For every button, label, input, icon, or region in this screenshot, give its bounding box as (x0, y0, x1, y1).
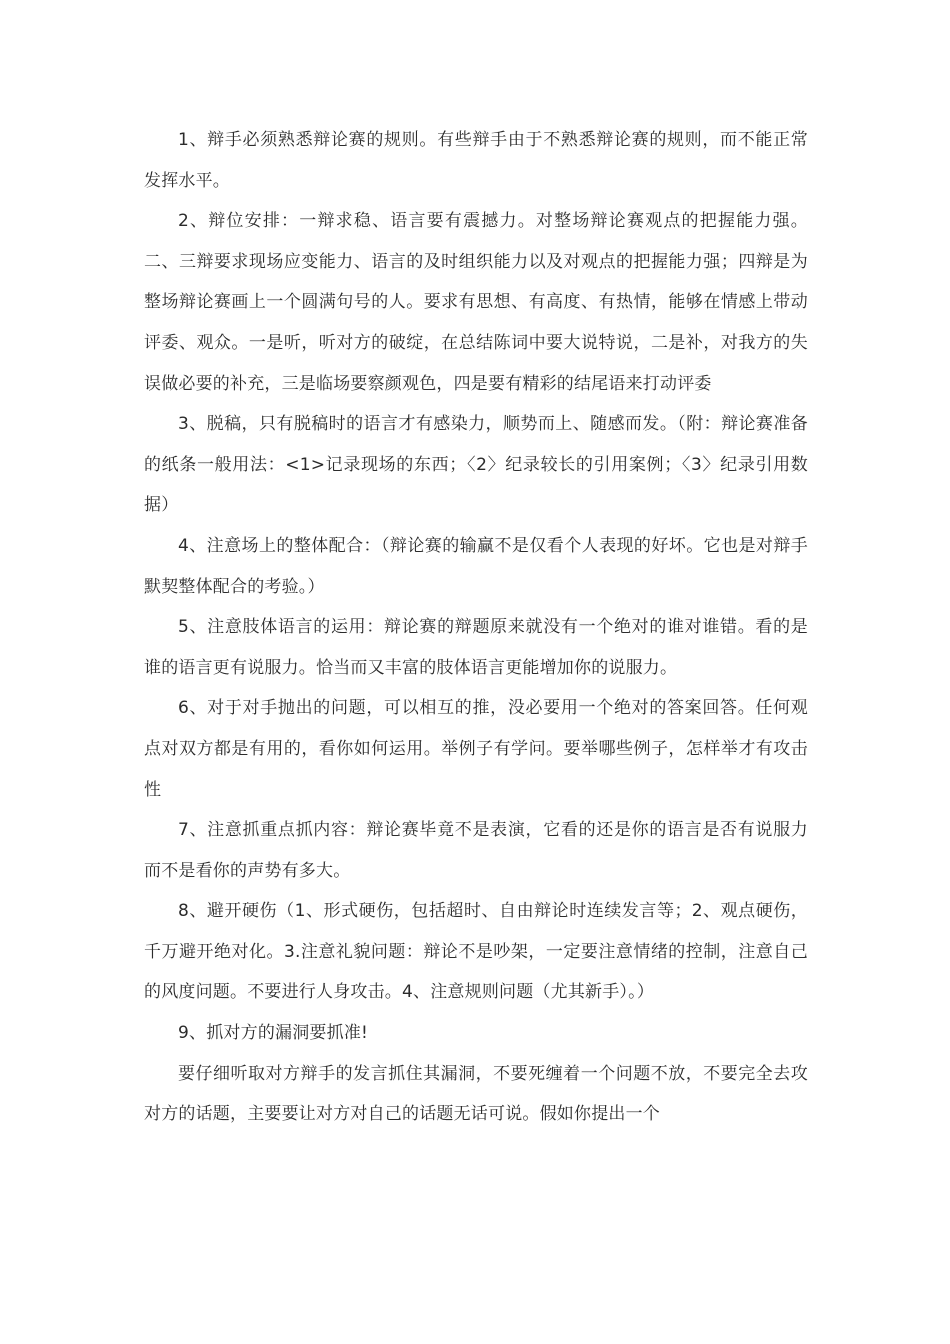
paragraph-9: 9、抓对方的漏洞要抓准! (178, 1023, 369, 1044)
paragraph-7: 7、注意抓重点抓内容：辩论赛毕竟不是表演，它看的还是你的语言是否有说服力而不是看你的声势有多大。 (144, 820, 808, 881)
paragraph-2: 2、辩位安排：一辩求稳、语言要有震撼力。对整场辩论赛观点的把握能力强。二、三辩要求现场应变能力、语言的及时组织能力以及对观点的把握能力强；四辩是为整场辩论赛画上一个圆满句号的人。要求有思想、有高度、有热情，能够在情感上带动评委、观众。一是听，听对方的破绽，在总结陈词中要大说特说，二是补，对我方的失误做必要的补充，三是临场要察颜观色，四是要有精彩的结尾语来打动评委 (144, 211, 808, 394)
paragraph-10: 要仔细听取对方辩手的发言抓住其漏洞，不要死缠着一个问题不放，不要完全去攻对方的话题，主要要让对方对自己的话题无话可说。假如你提出一个 (144, 1063, 808, 1125)
document-body (144, 120, 808, 1135)
paragraph-8: 8、避开硬伤（1、形式硬伤，包括超时、自由辩论时连续发言等；2、观点硬伤，千万避开绝对化。3.注意礼貌问题：辩论不是吵架，一定要注意情绪的控制，注意自己的风度问题。不要进行人身攻击。4、注意规则问题（尤其新手）。） (144, 901, 808, 1003)
paragraph-1: 1、辩手必须熟悉辩论赛的规则。有些辩手由于不熟悉辩论赛的规则，而不能正常发挥水平。 (144, 130, 808, 191)
paragraph-6: 6、对于对手抛出的问题，可以相互的推，没必要用一个绝对的答案回答。任何观点对双方都是有用的，看你如何运用。举例子有学问。要举哪些例子，怎样举才有攻击性 (144, 698, 808, 800)
paragraph-4: 4、注意场上的整体配合：（辩论赛的输赢不是仅看个人表现的好坏。它也是对辩手默契整体配合的考验。） (144, 535, 808, 597)
paragraph-5: 5、注意肢体语言的运用：辩论赛的辩题原来就没有一个绝对的谁对谁错。看的是谁的语言更有说服力。恰当而又丰富的肢体语言更能增加你的说服力。 (144, 617, 808, 678)
paragraph-3: 3、脱稿，只有脱稿时的语言才有感染力，顺势而上、随感而发。（附：辩论赛准备的纸条一般用法：<1>记录现场的东西；〈2〉纪录较长的引用案例；〈3〉纪录引用数据） (144, 414, 808, 516)
